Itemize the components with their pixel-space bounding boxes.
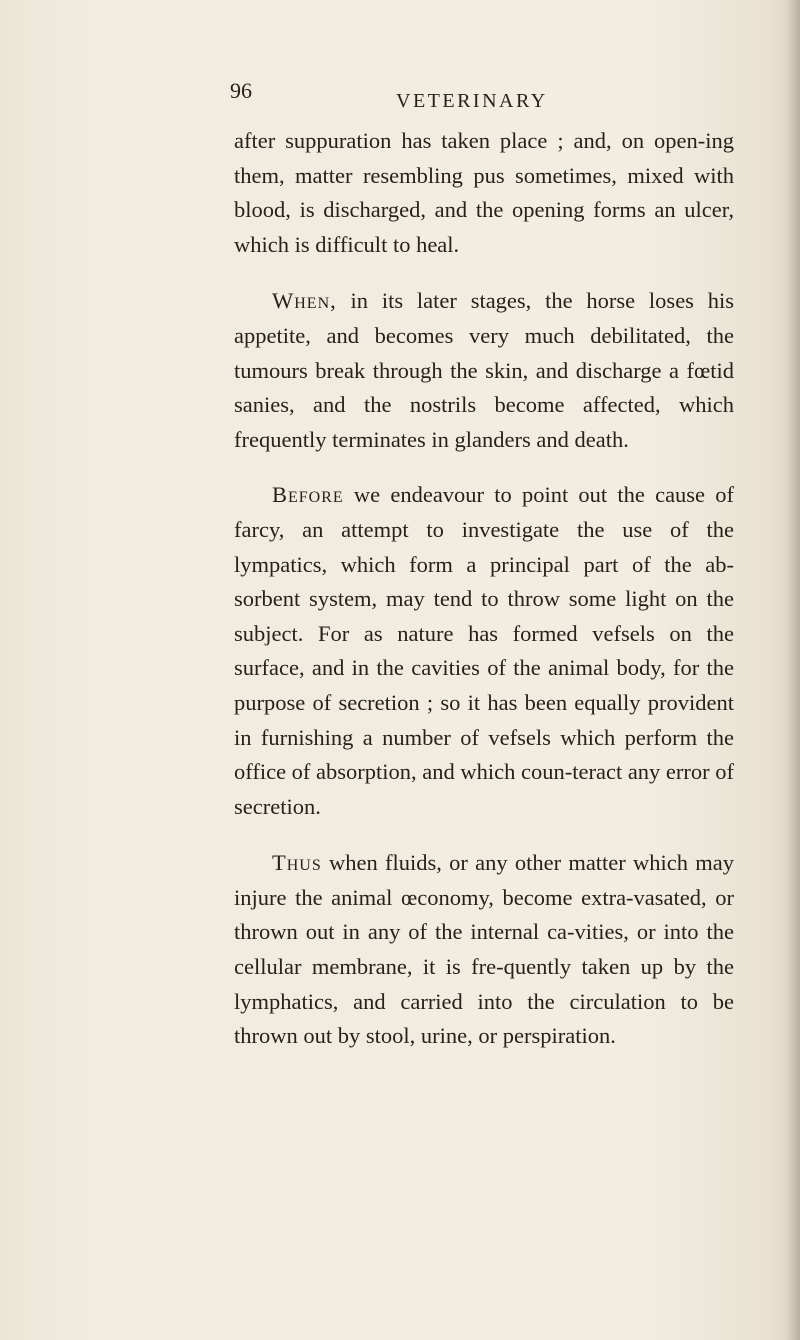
page-edge-shadow (786, 0, 800, 1340)
body-text (234, 124, 734, 1054)
page-number: 96 (230, 78, 252, 103)
paragraph-1 (234, 124, 734, 262)
paragraph-lead-word: Before (272, 482, 344, 508)
running-head: VETERINARY (396, 90, 548, 112)
paragraph-text: in its later stages, the horse loses his appetite, and becomes very much debilitated, the tumours break through the skin, and discharge a fœtid sanies, and the nostrils become affected, which frequently terminates in glanders and death. (234, 288, 734, 452)
page-header (230, 78, 790, 114)
paragraph-lead-word: Thus (272, 850, 322, 876)
paragraph-text: when fluids, or any other matter which may injure the animal œconomy, become extra-vasated, or thrown out in any of the internal ca-vities, or into the cellular membrane, it is fre-quently taken up by the lymphatics, and carried into the circulation to be thrown out by stool, urine, or perspiration. (234, 850, 734, 1049)
paragraph-text: after suppuration has taken place ; and, on open-ing them, matter resembling pus sometimes, mixed with blood, is discharged, and the opening forms an ulcer, which is difficult to heal. (234, 128, 734, 257)
paragraph-4 (234, 846, 734, 1054)
paragraph-2 (234, 284, 734, 457)
paragraph-text: we endeavour to point out the cause of farcy, an attempt to investigate the use of the lympatics, which form a principal part of the ab-sorbent system, may tend to throw some light on the subject. For as nature has formed vefsels on the surface, and in the cavities of the animal body, for the purpose of secretion ; so it has been equally provident in furnishing a number of vefsels which perform the office of absorption, and which coun-teract any error of secretion. (234, 482, 735, 819)
paragraph-3 (234, 478, 734, 824)
paragraph-lead-word: When, (272, 288, 337, 314)
